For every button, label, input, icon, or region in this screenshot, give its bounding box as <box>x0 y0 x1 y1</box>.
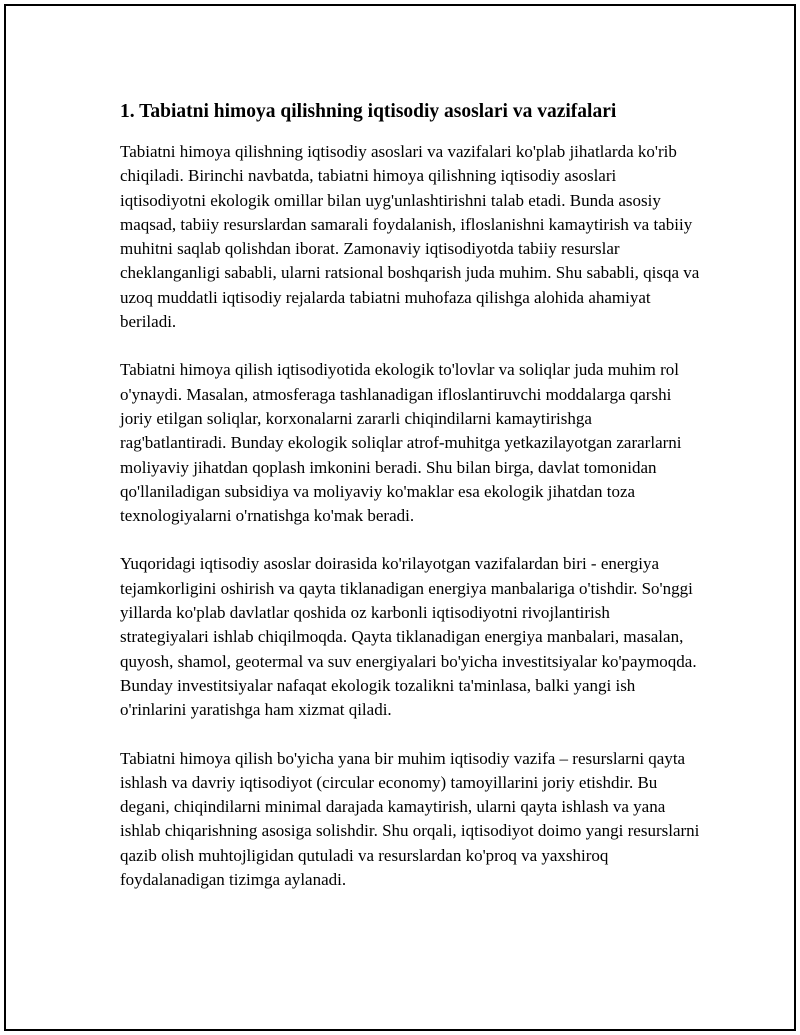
paragraph-1: Tabiatni himoya qilishning iqtisodiy asoslari va vazifalari ko'plab jihatlarda ko'rib chiqiladi. Birinchi navbatda, tabiatni himoya qilishning iqtisodiy asoslari iqtisodiyotni ekologik omillar bilan uyg'unlashtirishni talab etadi. Bunda asosiy maqsad, tabiiy resurslardan samarali foydalanish, ifloslanishni kamaytirish va tabiiy muhitni saqlab qolishdan iborat. Zamonaviy iqtisodiyotda tabiiy resurslar cheklanganligi sababli, ularni ratsional boshqarish juda muhim. Shu sababli, qisqa va uzoq muddatli iqtisodiy rejalarda tabiatni muhofaza qilishga alohida ahamiyat beriladi. <box>120 142 700 332</box>
paragraph-3: Yuqoridagi iqtisodiy asoslar doirasida ko'rilayotgan vazifalardan biri - energiya tejamkorligini oshirish va qayta tiklanadigan energiya manbalariga o'tishdir. So'nggi yillarda ko'plab davlatlar qoshida oz karbonli iqtisodiyotni rivojlantirish strategiyalari ishlab chiqilmoqda. Qayta tiklanadigan energiya manbalari, masalan, quyosh, shamol, geotermal va suv energiyalari bo'yicha investitsiyalar ko'paymoqda. Bunday investitsiyalar nafaqat ekologik tozalikni ta'minlasa, balki yangi ish o'rinlarini yaratishga ham xizmat qiladi. <box>120 554 697 720</box>
paragraph-2: Tabiatni himoya qilish iqtisodiyotida ekologik to'lovlar va soliqlar juda muhim rol o'ynaydi. Masalan, atmosferaga tashlanadigan ifloslantiruvchi moddalarga qarshi joriy etilgan soliqlar, korxonalarni zararli chiqindilarni kamaytirishga rag'batlantiradi. Bunday ekologik soliqlar atrof-muhitga yetkazilayotgan zararlarni moliyaviy jihatdan qoplash imkonini beradi. Shu bilan birga, davlat tomonidan qo'llaniladigan subsidiya va moliyaviy ko'maklar esa ekologik jihatdan toza texnologiyalarni o'rnatishga ko'mak beradi. <box>120 360 682 526</box>
page-frame <box>4 4 796 1031</box>
paragraph-4: Tabiatni himoya qilish bo'yicha yana bir muhim iqtisodiy vazifa – resurslarni qayta ishlash va davriy iqtisodiyot (circular economy) tamoyillarini joriy etishdir. Bu degani, chiqindilarni minimal darajada kamaytirish, ularni qayta ishlash va yana ishlab chiqarishning asosiga solishdir. Shu orqali, iqtisodiyot doimo yangi resurslarni qazib olish muhtojligidan qutuladi va resurslardan ko'proq va yaxshiroq foydalanadigan tizimga aylanadi. <box>120 748 700 890</box>
page-title: 1. Tabiatni himoya qilishning iqtisodiy asoslari va vazifalari <box>120 101 617 122</box>
document-body <box>120 98 700 916</box>
